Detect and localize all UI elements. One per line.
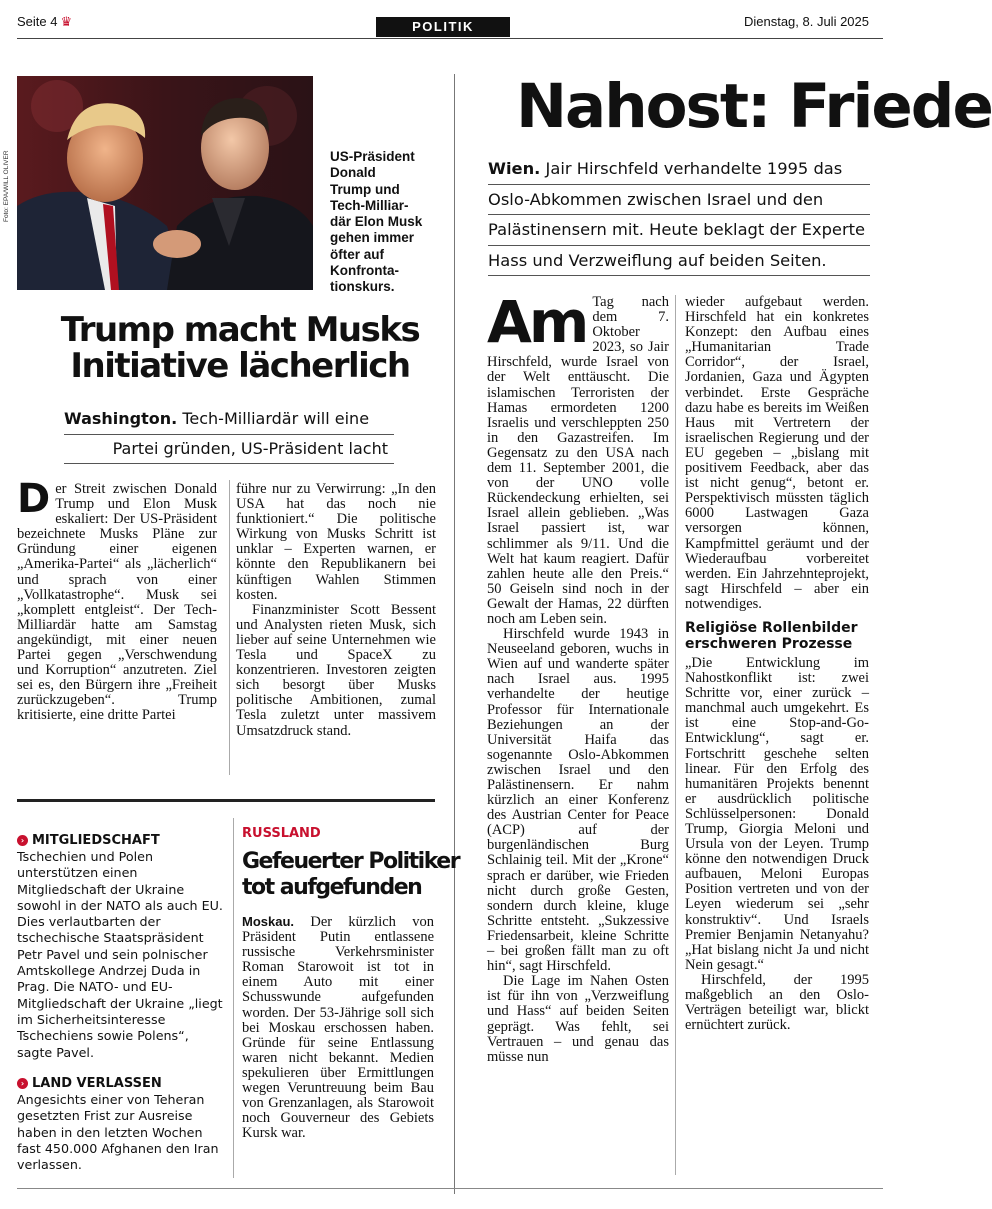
nahost-body-col2: wieder aufgebaut werden. Hirschfeld hat ein konkretes Konzept: den Aufbau eines „Humanitarian Trade Corridor“, der Israel, Jordanien, Gaza und Ägypten verbindet. Erste Gespräche dazu habe es bereits im Weißen Haus mit Vertretern der israelischen Regierung und der EU gegeben – „bislang mit positivem Feedback, aber das ist nicht genug“, betont er. Perspektivisch müssten täglich 6000 Lastwagen Gaza versorgen können, Kampfmittel geräumt und der Wiederaufbau vorbereitet werden. Ein Jahrzehnteprojekt, sagt Hirschfeld – aber ein notwendiges. Religiöse Rollenbilder erschweren Prozesse „Die Entwicklung im Nahostkonflikt ist: zwei Schritte vor, einer zurück – manchmal auch umgekehrt. Es ist eine Stop-and-Go-Entwicklung“, sagt er. Fortschritt geschehe selten linear. Für den Erfolg des humanitären Projekts benennt er ausdrücklich politische Schlüsselpersonen: Donald Trump, Giorgia Meloni und Ursula von der Leyen. Trump könne den notwendigen Druck aufbauen, Meloni Europas Position vertreten und von der Leyen wiederum sei „sehr konstruktiv“. Und Israels Premier Benjamin Netanyahu? „Hat bislang nicht Ja und nicht Nein gesagt.“ Hirschfeld, der 1995 maßgeblich an den Oslo-Verträgen beteiligt war, blickt ernüchtert zurück. (685, 294, 869, 1034)
trump-body-col1: Der Streit zwischen Donald Trump und Elon Musk eskaliert: Der US-Präsident bezeichnete Musks Pläne zur Gründung einer eigenen „Amerika-Partei“ als „lächerlich“ und sprach von einer „Vollkatastrophe“. Musk sei „komplett entgleist“. Der Tech-Milliardär hatte am Samstag angekündigt, mit einer neuen Partei gegen „Verschwendung und Korruption“ anzutreten. Ziel sei es, den Bürgern ihre „Freiheit zurückzugeben“. Trump kritisierte, eine dritte Partei (17, 476, 217, 724)
column-divider (233, 818, 234, 1178)
trump-body-col2: führe nur zu Verwirrung: „In den USA hat das noch nie funktioniert.“ Die politische Wirkung von Musks Schritt ist unklar – Experten warnen, er könnte den Republikanern bei künftigen Wahlen Stimmen kosten. Finanzminister Scott Bessent und Analysten rieten Musk, sich lieber auf seine Unternehmen wie Tesla und SpaceX zu konzentrieren. Investoren zeigten sich besorgt über Musks politische Ambitionen, zumal Tesla zuletzt unter massivem Umsatzdruck stand. (236, 481, 436, 739)
dropcap: D (17, 476, 51, 522)
photo-credit: Foto: EPA/WILL OLIVER (3, 150, 10, 222)
nahost-subline: Wien. Jair Hirschfeld verhandelte 1995 das Oslo-Abkommen zwischen Israel und den Palästinensern mit. Heute beklagt der Experte Hass und Verzweiflung auf beiden Seiten. (488, 154, 870, 276)
section-rule (17, 799, 435, 802)
trump-headline: Trump macht Musks Initiative lächerlich (60, 310, 420, 386)
column-divider (454, 74, 455, 1194)
nahost-headline: Nahost: Friede (516, 71, 992, 142)
photo-image (17, 76, 313, 290)
photo-caption: US-Präsident Donald Trump und Tech-Milliar- där Elon Musk gehen immer öfter auf Konfronta- tionskurs. (330, 149, 423, 295)
russia-headline: Gefeuerter Politiker tot aufgefunden (242, 849, 460, 900)
chevron-right-circle-icon: › (17, 835, 28, 846)
russia-body: Moskau. Der kürzlich von Präsident Putin entlassene russische Verkehrsminister Roman Starowoit ist tot in einem Auto mit einer Schusswunde aufgefunden worden. Der 53-Jährige soll sich bei Moskau erschossen haben. Gründe für seine Entlassung waren nicht bekannt. Medien spekulieren über Ermittlungen wegen Veruntreuung beim Bau von Grenzanlagen, als Starowoit noch Gouverneur des Gebiets Kursk war. (242, 914, 434, 1142)
short-news-1: › MITGLIEDSCHAFT Tschechien und Polen unterstützen einen Mitgliedschaft der Ukraine sowohl in der NATO als auch EU. Dies verlautbarten der tschechische Staatspräsident Petr Pavel und sein polnischer Amtskollege Andrzej Duda in Prag. Die NATO- und EU-Mitgliedschaft der Ukraine „liegt im Sicherheitsinteresse Tschechiens sowie Polens“, sagte Pavel. (17, 833, 223, 1060)
dropcap: Am (487, 288, 587, 356)
trump-subline: Washington. Tech-Milliardär will eine Partei gründen, US-Präsident lacht (64, 405, 394, 464)
footer-rule (17, 1188, 883, 1189)
page-number: Seite 4 ♛ (17, 14, 73, 29)
russia-tag: RUSSLAND (242, 826, 321, 841)
nahost-body-col1: Am Tag nach dem 7. Oktober 2023, so Jair Hirschfeld, wurde Israel von der Welt enttäuscht. Die islamischen Terroristen der Hamas ermordeten 1200 Israelis und verschleppten 250 in den Gazastreifen. Im Gegensatz zu den USA nach dem 11. September 2001, die von der UNO volle Rückendeckung erhielten, sei Israel allein geblieben. „Was Israel passiert ist, war schlimmer als 9/11. Und die Welt hat kaum reagiert. Dafür zahlen heute alle den Preis.“ 50 Geiseln sind noch in der Gewalt der Hamas, 22 dürften noch am Leben sein. Hirschfeld wurde 1943 in Neuseeland geboren, wuchs in Wien auf und wanderte später nach Israel aus. 1995 verhandelte der heutige Professor für Internationale Beziehungen an der Universität Haifa das sogenannte Oslo-Abkommen zwischen Israel und den Palästinensern. Er nahm kürzlich an einer Konferenz des Austrian Center for Peace (ACP) auf der burgenländischen Burg Schlainig teil. Mit der „Krone“ sprach er darüber, wie Frieden nicht durch große Gesten, sondern durch kleine, kluge Schritte entsteht. „Sukzessive Friedensarbeit, kleine Schritte – bei großen fällt man zu oft hin“, sagt Hirschfeld. Die Lage im Nahen Osten ist für ihn von „Verzweiflung und Hass“ auf beiden Seiten geprägt. Was fehlt, sei Vertrauen – und genau das müsse nun (487, 288, 669, 1065)
issue-date: Dienstag, 8. Juli 2025 (743, 14, 869, 29)
short-news-2: › LAND VERLASSEN Angesichts einer von Teheran gesetzten Frist zur Ausreise haben in den letzten Wochen fast 450.000 Afghanen den Iran verlassen. (17, 1076, 219, 1173)
header-rule (17, 38, 883, 39)
photo-trump-musk (17, 76, 313, 290)
chevron-right-circle-icon: › (17, 1078, 28, 1089)
column-divider (675, 295, 676, 1175)
crown-icon: ♛ (60, 14, 73, 29)
section-label: POLITIK (376, 17, 510, 37)
nahost-subhead: Religiöse Rollenbilder erschweren Prozesse (685, 619, 858, 652)
column-divider (229, 480, 230, 775)
